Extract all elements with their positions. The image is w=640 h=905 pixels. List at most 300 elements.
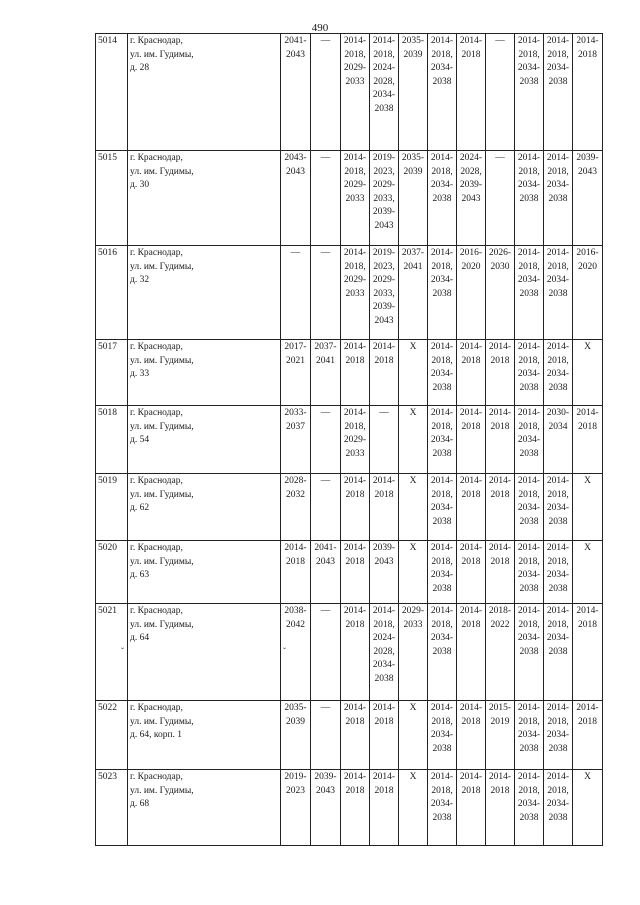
address-line: ул. им. Гудимы, bbox=[130, 556, 194, 567]
period-text: 2014- bbox=[459, 703, 483, 713]
period-text: 2018 bbox=[374, 785, 394, 796]
address-cell bbox=[128, 151, 281, 246]
period-text: 2038 bbox=[548, 193, 568, 204]
period-text: — bbox=[379, 408, 389, 418]
period-text: 2030- bbox=[546, 408, 570, 418]
period-text: 2018, bbox=[431, 716, 453, 727]
period-text: 2038 bbox=[432, 288, 452, 299]
period-text: 2014- bbox=[488, 342, 512, 352]
period-text: 2034- bbox=[546, 503, 570, 513]
period-text: 2018- bbox=[488, 606, 512, 616]
period-text: 2035- bbox=[284, 703, 307, 713]
address-cell bbox=[128, 541, 281, 604]
period-text: 2018 bbox=[578, 49, 597, 60]
period-text: 2024- bbox=[459, 153, 483, 163]
period-text: 2014- bbox=[343, 36, 367, 46]
schedule-cell bbox=[370, 541, 399, 604]
schedule-cell bbox=[311, 474, 341, 541]
period-text: 2034- bbox=[430, 730, 454, 740]
schedule-cell bbox=[544, 151, 573, 246]
table-row bbox=[96, 406, 603, 474]
period-text: 2018 bbox=[345, 489, 365, 500]
period-text: 2018, bbox=[344, 166, 366, 177]
period-text: 2018, bbox=[431, 556, 453, 567]
schedule-cell bbox=[573, 541, 603, 604]
period-text: 2038 bbox=[519, 193, 539, 204]
period-text: 2014- bbox=[372, 36, 396, 46]
period-text: 2034- bbox=[546, 730, 570, 740]
period-text: 2018, bbox=[518, 49, 540, 60]
schedule-cell bbox=[311, 541, 341, 604]
period-text: 2039 bbox=[403, 49, 423, 60]
schedule-cell bbox=[573, 340, 603, 406]
period-text: X bbox=[409, 543, 417, 553]
schedule-cell bbox=[515, 541, 544, 604]
period-text: X bbox=[584, 543, 591, 553]
schedule-cell bbox=[311, 406, 341, 474]
period-text: 2020 bbox=[578, 261, 597, 272]
period-text: 2038 bbox=[519, 382, 539, 393]
period-text: 2034- bbox=[546, 180, 570, 190]
period-text: 2018 bbox=[461, 421, 481, 432]
period-text: 2034- bbox=[546, 570, 570, 580]
period-text: 2018 bbox=[490, 785, 510, 796]
row-number-cell: 5016 bbox=[96, 246, 128, 340]
period-text: 2034- bbox=[372, 660, 396, 670]
period-text: 2014- bbox=[372, 476, 396, 486]
address-line: ул. им. Гудимы, bbox=[130, 619, 194, 630]
period-text: 2014- bbox=[546, 703, 570, 713]
period-text: 2034- bbox=[517, 435, 541, 445]
period-text: 2038 bbox=[548, 382, 568, 393]
period-text: 2018 bbox=[461, 355, 481, 366]
period-text: 2041 bbox=[316, 355, 335, 366]
schedule-cell bbox=[486, 474, 515, 541]
period-text: 2014- bbox=[284, 543, 307, 553]
schedule-cell bbox=[486, 340, 515, 406]
row-number-cell: 5019 bbox=[96, 474, 128, 541]
period-text: 2018, bbox=[431, 489, 453, 500]
schedule-cell bbox=[573, 770, 603, 846]
period-text: 2018, bbox=[518, 421, 540, 432]
period-text: 2014- bbox=[343, 772, 367, 782]
period-text: 2014- bbox=[343, 408, 367, 418]
schedule-cell bbox=[457, 541, 486, 604]
period-text: 2018, bbox=[344, 261, 366, 272]
period-text: 2018, bbox=[518, 355, 540, 366]
period-text: 2018 bbox=[345, 556, 365, 567]
address-cell bbox=[128, 701, 281, 770]
address-line: д. 63 bbox=[130, 570, 150, 580]
schedule-cell bbox=[341, 541, 370, 604]
address-line: ул. им. Гудимы, bbox=[130, 421, 194, 432]
period-text: 2038 bbox=[519, 583, 539, 594]
address-line: г. Краснодар, bbox=[130, 606, 183, 616]
period-text: 2034- bbox=[430, 799, 454, 809]
period-text: 2014- bbox=[488, 408, 512, 418]
schedule-cell bbox=[515, 406, 544, 474]
schedule-cell bbox=[544, 770, 573, 846]
period-text: 2041- bbox=[284, 36, 307, 46]
period-text: 2018, bbox=[547, 556, 569, 567]
period-text: 2039- bbox=[372, 207, 396, 217]
period-text: 2038 bbox=[432, 448, 452, 459]
period-text: 2034- bbox=[517, 799, 541, 809]
period-text: 2033 bbox=[403, 619, 423, 630]
schedule-cell bbox=[515, 340, 544, 406]
period-text: 2039 bbox=[286, 716, 305, 727]
period-text: 2038 bbox=[432, 743, 452, 754]
schedule-cell bbox=[311, 246, 341, 340]
period-text: 2028, bbox=[460, 166, 482, 177]
schedule-cell bbox=[573, 406, 603, 474]
period-text: — bbox=[495, 153, 505, 163]
schedule-cell bbox=[486, 151, 515, 246]
period-text: 2018, bbox=[547, 716, 569, 727]
schedule-cell bbox=[341, 34, 370, 151]
schedule-cell bbox=[399, 474, 428, 541]
period-text: 2018, bbox=[518, 261, 540, 272]
period-text: 2018, bbox=[431, 421, 453, 432]
period-text: 2014- bbox=[517, 36, 541, 46]
period-text: — bbox=[495, 36, 505, 46]
period-text: 2014- bbox=[430, 772, 454, 782]
period-text: 2019- bbox=[284, 772, 307, 782]
address-line: г. Краснодар, bbox=[130, 408, 183, 418]
period-text: 2023, bbox=[373, 261, 395, 272]
period-text: 2018 bbox=[345, 716, 365, 727]
period-text: 2018, bbox=[547, 619, 569, 630]
schedule-cell bbox=[281, 406, 311, 474]
schedule-cell bbox=[428, 151, 457, 246]
schedule-cell bbox=[573, 604, 603, 701]
period-text: 2014- bbox=[576, 408, 599, 418]
period-text: 2018, bbox=[431, 355, 453, 366]
period-text: 2043 bbox=[374, 220, 394, 231]
address-line: ул. им. Гудимы, bbox=[130, 261, 194, 272]
period-text: 2014- bbox=[430, 153, 454, 163]
period-text: 2033 bbox=[345, 448, 365, 459]
period-text: 2018 bbox=[461, 716, 481, 727]
period-text: 2018 bbox=[490, 355, 510, 366]
period-text: 2038 bbox=[548, 76, 568, 87]
period-text: 2014- bbox=[546, 342, 570, 352]
schedule-cell bbox=[341, 151, 370, 246]
period-text: — bbox=[320, 703, 331, 713]
schedule-cell bbox=[544, 604, 573, 701]
schedule-cell bbox=[428, 340, 457, 406]
address-cell bbox=[128, 34, 281, 151]
address-line: г. Краснодар, bbox=[130, 36, 183, 46]
period-text: 2043 bbox=[461, 193, 481, 204]
period-text: 2018, bbox=[518, 716, 540, 727]
schedule-cell bbox=[341, 340, 370, 406]
address-line: д. 62 bbox=[130, 503, 150, 513]
schedule-cell bbox=[341, 604, 370, 701]
address-cell bbox=[128, 246, 281, 340]
period-text: 2038 bbox=[548, 812, 568, 823]
period-text: 2014- bbox=[372, 342, 396, 352]
period-text: 2043 bbox=[286, 166, 305, 177]
schedule-cell bbox=[515, 246, 544, 340]
address-cell bbox=[128, 474, 281, 541]
period-text: 2018 bbox=[490, 556, 510, 567]
period-text: 2014- bbox=[430, 703, 454, 713]
period-text: 2014- bbox=[430, 248, 454, 258]
period-text: 2014- bbox=[546, 248, 570, 258]
period-text: 2038 bbox=[432, 516, 452, 527]
period-text: 2014- bbox=[459, 476, 483, 486]
schedule-cell bbox=[457, 406, 486, 474]
address-line: д. 68 bbox=[130, 799, 150, 809]
period-text: 2034- bbox=[546, 369, 570, 379]
row-number-cell: 5021 bbox=[96, 604, 128, 701]
schedule-cell bbox=[370, 151, 399, 246]
schedule-cell bbox=[370, 340, 399, 406]
period-text: 2034- bbox=[546, 799, 570, 809]
schedule-cell bbox=[486, 541, 515, 604]
period-text: 2014- bbox=[546, 606, 570, 616]
period-text: 2019- bbox=[372, 153, 396, 163]
address-line: г. Краснодар, bbox=[130, 153, 183, 163]
row-number-cell: 5017 bbox=[96, 340, 128, 406]
period-text: 2033 bbox=[345, 76, 365, 87]
period-text: 2034- bbox=[430, 633, 454, 643]
schedule-cell bbox=[370, 701, 399, 770]
address-line: г. Краснодар, bbox=[130, 476, 183, 486]
period-text: 2038 bbox=[374, 103, 394, 114]
period-text: 2018 bbox=[461, 49, 481, 60]
schedule-cell bbox=[515, 474, 544, 541]
schedule-cell bbox=[544, 246, 573, 340]
period-text: 2014- bbox=[517, 543, 541, 553]
period-text: 2014- bbox=[343, 342, 367, 352]
schedule-cell bbox=[428, 34, 457, 151]
table-row bbox=[96, 474, 603, 541]
period-text: 2018 bbox=[461, 489, 481, 500]
row-number-cell: 5023 bbox=[96, 770, 128, 846]
period-text: 2034- bbox=[430, 570, 454, 580]
period-text: 2018, bbox=[547, 785, 569, 796]
period-text: 2039- bbox=[372, 302, 396, 312]
schedule-cell bbox=[370, 770, 399, 846]
schedule-cell bbox=[370, 604, 399, 701]
period-text: 2034- bbox=[517, 730, 541, 740]
period-text: 2014- bbox=[517, 476, 541, 486]
period-text: 2014- bbox=[546, 153, 570, 163]
table-row bbox=[96, 701, 603, 770]
schedule-cell bbox=[486, 604, 515, 701]
period-text: 2018, bbox=[344, 421, 366, 432]
table-row bbox=[96, 604, 603, 701]
period-text: 2034- bbox=[430, 180, 454, 190]
period-text: 2038 bbox=[519, 448, 539, 459]
period-text: — bbox=[320, 153, 331, 163]
schedule-cell bbox=[281, 701, 311, 770]
period-text: 2014- bbox=[430, 36, 454, 46]
schedule-cell bbox=[370, 406, 399, 474]
period-text: 2014- bbox=[430, 408, 454, 418]
page-number: 490 bbox=[311, 22, 329, 34]
schedule-cell bbox=[370, 474, 399, 541]
period-text: 2018 bbox=[345, 355, 365, 366]
period-text: X bbox=[409, 408, 417, 418]
period-text: 2038 bbox=[432, 812, 452, 823]
period-text: — bbox=[320, 408, 331, 418]
period-text: 2014- bbox=[517, 606, 541, 616]
period-text: 2034- bbox=[517, 63, 541, 73]
period-text: 2014- bbox=[343, 476, 367, 486]
period-text: 2038 bbox=[519, 288, 539, 299]
period-text: 2034- bbox=[517, 275, 541, 285]
period-text: 2018, bbox=[431, 166, 453, 177]
period-text: X bbox=[584, 476, 591, 486]
address-line: г. Краснодар, bbox=[130, 772, 183, 782]
period-text: 2014- bbox=[576, 606, 599, 616]
row-number-cell: 5015 bbox=[96, 151, 128, 246]
schedule-cell bbox=[573, 246, 603, 340]
period-text: 2018 bbox=[461, 619, 481, 630]
period-text: 2029- bbox=[372, 275, 396, 285]
period-text: 2018 bbox=[345, 785, 365, 796]
period-text: 2018, bbox=[518, 785, 540, 796]
schedule-cell bbox=[341, 474, 370, 541]
period-text: 2034- bbox=[517, 503, 541, 513]
period-text: 2034- bbox=[517, 570, 541, 580]
period-text: 2035- bbox=[401, 153, 425, 163]
period-text: 2014- bbox=[430, 543, 454, 553]
period-text: 2018 bbox=[374, 489, 394, 500]
period-text: 2033, bbox=[373, 288, 395, 299]
table-row bbox=[96, 151, 603, 246]
period-text: 2014- bbox=[576, 36, 599, 46]
address-line: г. Краснодар, bbox=[130, 342, 183, 352]
address-cell bbox=[128, 770, 281, 846]
period-text: 2043 bbox=[578, 166, 597, 177]
period-text: 2014- bbox=[488, 772, 512, 782]
period-text: 2018 bbox=[578, 619, 597, 630]
period-text: 2014- bbox=[517, 772, 541, 782]
table-row bbox=[96, 541, 603, 604]
period-text: 2038 bbox=[374, 673, 394, 684]
period-text: 2029- bbox=[372, 180, 396, 190]
address-line: ул. им. Гудимы, bbox=[130, 49, 194, 60]
table-row bbox=[96, 340, 603, 406]
schedule-cell bbox=[399, 151, 428, 246]
period-text: — bbox=[320, 476, 331, 486]
schedule-cell bbox=[281, 770, 311, 846]
period-text: 2014- bbox=[372, 772, 396, 782]
schedule-cell bbox=[281, 474, 311, 541]
period-text: 2018, bbox=[431, 619, 453, 630]
period-text: 2029- bbox=[343, 435, 367, 445]
schedule-cell bbox=[486, 34, 515, 151]
period-text: 2041 bbox=[403, 261, 423, 272]
period-text: 2018, bbox=[547, 166, 569, 177]
period-text: 2014- bbox=[488, 476, 512, 486]
schedule-cell bbox=[281, 246, 311, 340]
table-row bbox=[96, 770, 603, 846]
schedule-cell bbox=[457, 604, 486, 701]
period-text: 2028- bbox=[284, 476, 307, 486]
schedule-cell bbox=[457, 151, 486, 246]
period-text: 2035- bbox=[401, 36, 425, 46]
period-text: 2038 bbox=[548, 646, 568, 657]
period-text: X bbox=[409, 342, 417, 352]
schedule-cell bbox=[399, 701, 428, 770]
period-text: 2018, bbox=[547, 355, 569, 366]
schedule-cell bbox=[486, 701, 515, 770]
period-text: 2037 bbox=[286, 421, 305, 432]
period-text: 2037- bbox=[401, 248, 425, 258]
period-text: 2023 bbox=[286, 785, 305, 796]
schedule-cell bbox=[515, 770, 544, 846]
period-text: X bbox=[409, 772, 417, 782]
schedule-cell bbox=[428, 701, 457, 770]
period-text: 2026- bbox=[488, 248, 512, 258]
period-text: 2038 bbox=[548, 516, 568, 527]
schedule-cell bbox=[428, 770, 457, 846]
period-text: 2034- bbox=[546, 633, 570, 643]
schedule-cell bbox=[515, 701, 544, 770]
period-text: 2038 bbox=[519, 516, 539, 527]
period-text: 2018 bbox=[490, 421, 510, 432]
period-text: 2038- bbox=[284, 606, 307, 616]
schedule-cell bbox=[341, 406, 370, 474]
scan-speck: ˇ bbox=[121, 646, 124, 656]
schedule-cell bbox=[544, 34, 573, 151]
period-text: 2014- bbox=[343, 543, 367, 553]
table-body bbox=[96, 34, 603, 846]
period-text: 2018, bbox=[431, 785, 453, 796]
address-line: д. 32 bbox=[130, 275, 150, 285]
schedule-cell bbox=[281, 340, 311, 406]
schedule-cell bbox=[457, 340, 486, 406]
address-line: д. 33 bbox=[130, 369, 150, 379]
period-text: 2018, bbox=[373, 619, 395, 630]
period-text: 2038 bbox=[432, 646, 452, 657]
period-text: 2034- bbox=[517, 180, 541, 190]
period-text: 2016- bbox=[459, 248, 483, 258]
period-text: — bbox=[290, 248, 301, 258]
schedule-cell bbox=[311, 604, 341, 701]
schedule-cell bbox=[573, 34, 603, 151]
schedule-cell bbox=[544, 340, 573, 406]
period-text: 2014- bbox=[459, 36, 483, 46]
period-text: 2014- bbox=[459, 342, 483, 352]
address-line: д. 64, корп. 1 bbox=[130, 730, 183, 740]
schedule-cell bbox=[457, 770, 486, 846]
period-text: 2024- bbox=[372, 633, 396, 643]
period-text: 2034- bbox=[517, 369, 541, 379]
schedule-cell bbox=[428, 604, 457, 701]
schedule-cell bbox=[311, 34, 341, 151]
period-text: 2043 bbox=[374, 556, 394, 567]
period-text: 2030 bbox=[490, 261, 510, 272]
period-text: 2014- bbox=[488, 543, 512, 553]
period-text: 2014- bbox=[517, 408, 541, 418]
period-text: 2014- bbox=[430, 606, 454, 616]
schedule-cell bbox=[341, 701, 370, 770]
schedule-cell bbox=[573, 151, 603, 246]
period-text: 2038 bbox=[519, 646, 539, 657]
period-text: 2016- bbox=[576, 248, 599, 258]
period-text: 2032 bbox=[286, 489, 305, 500]
schedule-cell bbox=[281, 34, 311, 151]
schedule-cell bbox=[486, 246, 515, 340]
period-text: 2039- bbox=[372, 543, 396, 553]
table-row bbox=[96, 34, 603, 151]
